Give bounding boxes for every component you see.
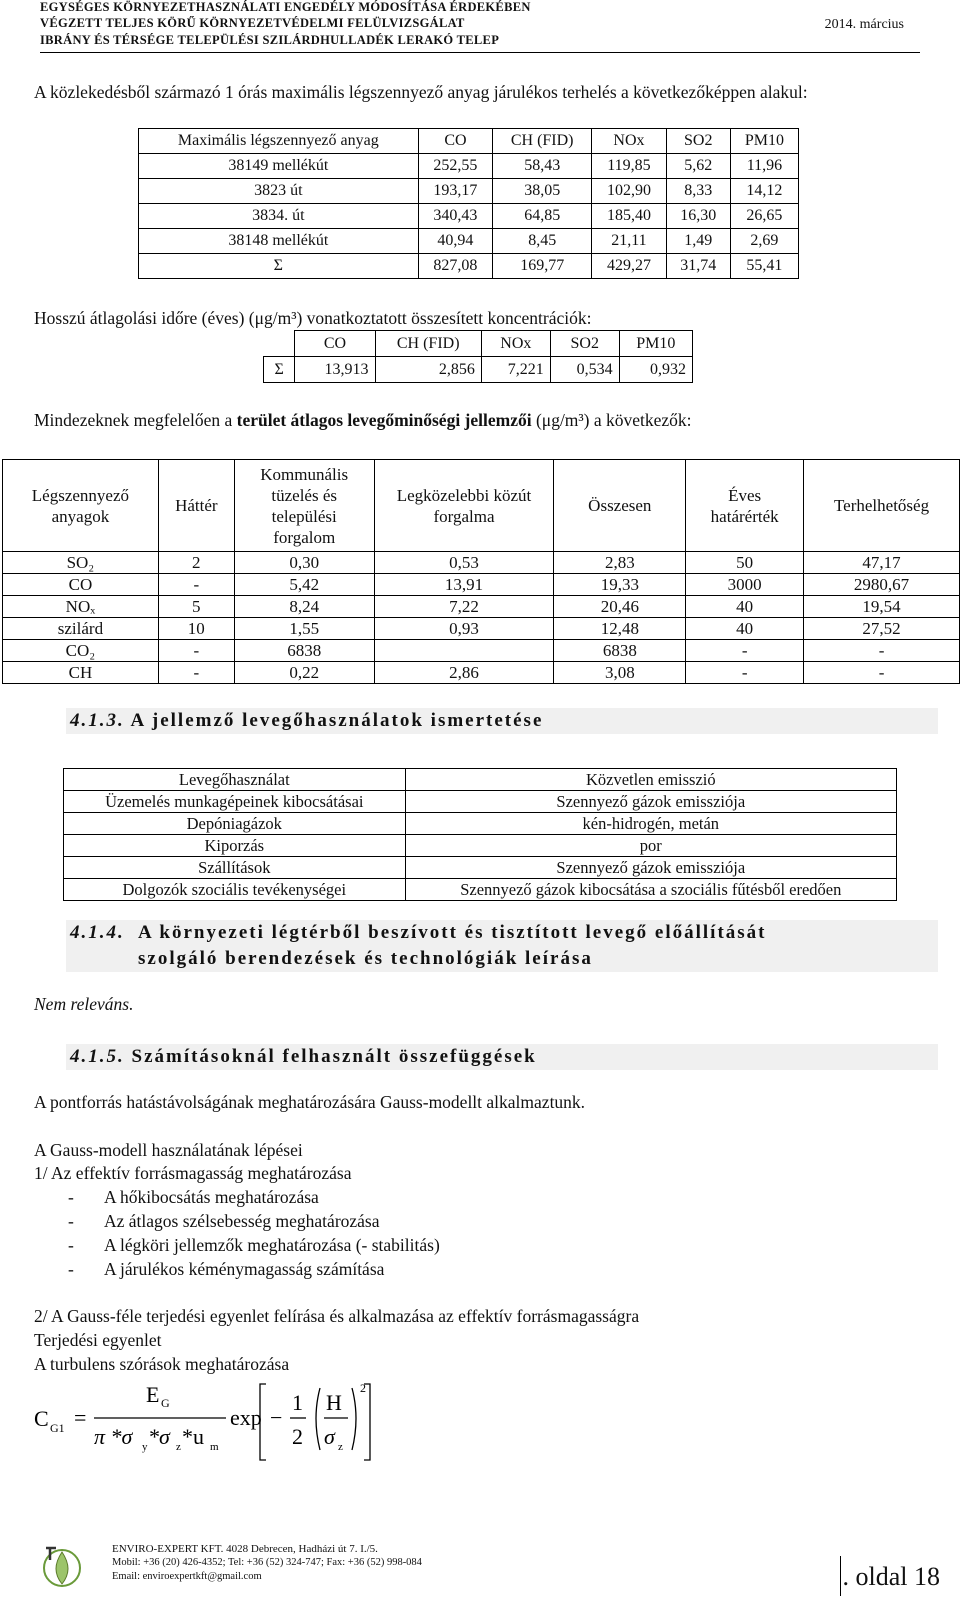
table-header-cell: NOx	[481, 331, 550, 357]
table-cell: CH	[3, 662, 159, 684]
section-4-1-3-heading	[66, 708, 938, 734]
formula-den-mid: *σ	[148, 1424, 170, 1449]
table-header-cell: CO	[418, 129, 493, 154]
table-cell: 252,55	[418, 154, 493, 179]
table-cell: 340,43	[418, 204, 493, 229]
not-relevant-note: Nem releváns.	[34, 994, 134, 1014]
table-cell: CO	[3, 574, 159, 596]
table-cell: 0,53	[374, 552, 554, 574]
table-cell: 12,48	[554, 618, 686, 640]
section-number: 4.1.3.	[70, 710, 125, 731]
table-header-row	[264, 331, 693, 357]
table-cell: 38148 mellékút	[139, 229, 419, 254]
table-cell: 13,91	[374, 574, 554, 596]
table-cell: -	[158, 640, 234, 662]
list-item: - Az átlagos szélsebesség meghatározása	[68, 1211, 380, 1231]
table-row	[64, 835, 897, 857]
table-cell: Szennyező gázok emissziója	[405, 857, 896, 879]
table-cell: 40	[686, 618, 804, 640]
table-row	[3, 662, 960, 684]
section-title: A jellemző levegőhasználatok ismertetése	[130, 710, 544, 731]
table-cell: 1,49	[666, 229, 730, 254]
table-header-cell: SO2	[666, 129, 730, 154]
table-cell: 40	[686, 596, 804, 618]
formula-sub-m: m	[210, 1441, 219, 1453]
section-title-line-2: szolgáló berendezések és technológiák leírása	[138, 948, 593, 969]
table-header-cell: CH (FID)	[493, 129, 592, 154]
table-row	[139, 154, 799, 179]
table-header-cell: CH (FID)	[375, 331, 481, 357]
table-cell: 20,46	[554, 596, 686, 618]
table-cell: 7,22	[374, 596, 554, 618]
table-cell: 185,40	[592, 204, 667, 229]
footer-email: Email: enviroexpertkft@gmail.com	[112, 1571, 262, 1582]
formula-power: 2	[360, 1381, 366, 1395]
footer-contact	[112, 1542, 422, 1584]
table-cell: 2,83	[554, 552, 686, 574]
table-header-cell: Kommunális tüzelés és települési forgalom	[234, 460, 374, 552]
footer-company: ENVIRO-EXPERT KFT. 4028 Debrecen, Hadházi út 7. I./5.	[112, 1543, 378, 1555]
header-rule	[40, 52, 920, 53]
table-cell: Dolgozók szociális tevékenységei	[64, 879, 406, 901]
table-row	[3, 618, 960, 640]
table-row	[64, 857, 897, 879]
header-line-3: IBRÁNY ÉS TÉRSÉGE TELEPÜLÉSI SZILÁRDHULLADÉK LERAKÓ TELEP	[40, 33, 500, 47]
step-1-list	[68, 1185, 440, 1281]
table-header-cell: NOx	[592, 129, 667, 154]
table-header-cell: Légszennyező anyagok	[3, 460, 159, 552]
table-cell: 5,62	[666, 154, 730, 179]
table-cell: 3834. út	[139, 204, 419, 229]
table-row	[3, 574, 960, 596]
table-cell: 193,17	[418, 179, 493, 204]
table-cell: 3823 út	[139, 179, 419, 204]
formula-sub-y: y	[142, 1441, 148, 1453]
table-header-cell: Maximális légszennyező anyag	[139, 129, 419, 154]
formula-lhs: C	[34, 1406, 49, 1431]
table-cell: 16,30	[666, 204, 730, 229]
table-row	[264, 357, 693, 383]
table-cell: 2	[158, 552, 234, 574]
header-line-2: VÉGZETT TELJES KÖRŰ KÖRNYEZETVÉDELMI FELÜLVIZSGÁLAT	[40, 16, 465, 30]
section-title: Számításoknál felhasznált összefüggések	[131, 1046, 537, 1067]
steps-title: A Gauss-modell használatának lépései	[34, 1140, 303, 1160]
table-header-row	[139, 129, 799, 154]
formula-one: 1	[292, 1390, 303, 1415]
table-cell: 6838	[234, 640, 374, 662]
intro-3-pre: Mindezeknek megfelelően a	[34, 410, 237, 430]
table-cell	[374, 640, 554, 662]
list-item: - A légköri jellemzők meghatározása (- stabilitás)	[68, 1235, 440, 1255]
right-paren	[352, 1388, 356, 1450]
header-line-1: EGYSÉGES KÖRNYEZETHASZNÁLATI ENGEDÉLY MÓDOSÍTÁSA ÉRDEKÉBEN	[40, 0, 531, 14]
table-header-row	[3, 460, 960, 552]
table-cell: CO₂	[3, 640, 159, 662]
table-cell: Szennyező gázok emissziója	[405, 791, 896, 813]
intro-3-bold: terület átlagos levegőminőségi jellemzői	[236, 410, 532, 430]
table-cell: 27,52	[804, 618, 960, 640]
table-header-cell: Legközelebbi közút forgalma	[374, 460, 554, 552]
table-cell: 827,08	[418, 254, 493, 279]
formula-den: π *σ	[94, 1424, 133, 1449]
table-cell: -	[804, 640, 960, 662]
intro-paragraph-2: Hosszú átlagolási időre (éves) (μg/m³) vonatkoztatott összesített koncentrációk:	[34, 308, 592, 328]
table-header-cell: Háttér	[158, 460, 234, 552]
formula-sigma-sub: z	[338, 1441, 343, 1453]
table-cell: -	[158, 662, 234, 684]
formula-exp: exp	[230, 1405, 262, 1430]
table-header-cell: Közvetlen emisszió	[405, 769, 896, 791]
header-date: 2014. március	[824, 17, 904, 32]
table-cell: 0,22	[234, 662, 374, 684]
table-cell: 10	[158, 618, 234, 640]
table-header-cell: Éves határérték	[686, 460, 804, 552]
table-header-cell: PM10	[619, 331, 692, 357]
table-cell: 169,77	[493, 254, 592, 279]
table-cell: 55,41	[730, 254, 798, 279]
intro-3-post: (μg/m³) a következők:	[531, 410, 692, 430]
table-row	[3, 640, 960, 662]
table-header-cell	[264, 331, 295, 357]
table-cell: 2,86	[374, 662, 554, 684]
formula-num-sub: G	[161, 1396, 170, 1410]
table-cell: 26,65	[730, 204, 798, 229]
intro-paragraph-1: A közlekedésből származó 1 órás maximális légszennyező anyag járulékos terhelés a következőképpen alakul:	[34, 82, 808, 102]
table-cell: NOₓ	[3, 596, 159, 618]
air-quality-table	[2, 459, 960, 684]
section-number: 4.1.5.	[70, 1046, 125, 1067]
table-cell: 8,33	[666, 179, 730, 204]
table-cell: 38149 mellékút	[139, 154, 419, 179]
table-cell: 40,94	[418, 229, 493, 254]
gauss-formula	[30, 1376, 390, 1472]
formula-sigma: σ	[324, 1424, 335, 1449]
table-cell: 64,85	[493, 204, 592, 229]
table-header-cell: PM10	[730, 129, 798, 154]
page-number: . oldal 18	[842, 1562, 940, 1591]
intro-paragraph-3	[34, 408, 692, 432]
step-2-line-2: Terjedési egyenlet	[34, 1330, 162, 1350]
table-header-cell: Összesen	[554, 460, 686, 552]
table-cell: 119,85	[592, 154, 667, 179]
table-cell: por	[405, 835, 896, 857]
table-cell: SO₂	[3, 552, 159, 574]
formula-sub-z: z	[176, 1441, 181, 1453]
table-cell: 50	[686, 552, 804, 574]
table-cell: 3,08	[554, 662, 686, 684]
table-cell: kén-hidrogén, metán	[405, 813, 896, 835]
section-4-1-4-heading	[66, 920, 938, 972]
table-cell: Kiporzás	[64, 835, 406, 857]
table-cell: szilárd	[3, 618, 159, 640]
table-cell: -	[686, 640, 804, 662]
formula-two: 2	[292, 1424, 303, 1449]
list-item: - A járulékos kéménymagasság számítása	[68, 1259, 385, 1279]
table-row	[3, 552, 960, 574]
table-header-row	[64, 769, 897, 791]
table-row	[139, 179, 799, 204]
annual-concentration-table	[263, 330, 693, 383]
formula-h: H	[326, 1390, 342, 1415]
table-row	[139, 229, 799, 254]
table-header-cell: SO2	[550, 331, 619, 357]
table-cell: 0,534	[550, 357, 619, 383]
table-row	[3, 596, 960, 618]
step-2-line-3: A turbulens szórások meghatározása	[34, 1354, 290, 1374]
table-cell: -	[686, 662, 804, 684]
footer-divider	[840, 1556, 841, 1596]
table-cell: 58,43	[493, 154, 592, 179]
table-cell: Σ	[139, 254, 419, 279]
table-cell: Σ	[264, 357, 295, 383]
table-cell: 8,45	[493, 229, 592, 254]
table-header-cell: Terhelhetőség	[804, 460, 960, 552]
table-row	[64, 879, 897, 901]
table-cell: Szállítások	[64, 857, 406, 879]
table-cell: 21,11	[592, 229, 667, 254]
formula-num: E	[146, 1382, 160, 1407]
section-4-1-5-heading	[66, 1044, 938, 1070]
table-header-cell: CO	[295, 331, 375, 357]
table-cell: 8,24	[234, 596, 374, 618]
table-cell: 102,90	[592, 179, 667, 204]
table-cell: 38,05	[493, 179, 592, 204]
table-cell: 2,856	[375, 357, 481, 383]
table-cell: 19,33	[554, 574, 686, 596]
table-cell: 2980,67	[804, 574, 960, 596]
table-cell: 5	[158, 596, 234, 618]
table-row	[64, 813, 897, 835]
table-cell: 11,96	[730, 154, 798, 179]
air-usage-table	[63, 768, 897, 901]
formula-den-u: *u	[182, 1424, 204, 1449]
table-cell: Depóniagázok	[64, 813, 406, 835]
list-item: - A hőkibocsátás meghatározása	[68, 1187, 319, 1207]
table-cell: -	[158, 574, 234, 596]
formula-minus: −	[270, 1405, 283, 1430]
table-cell: 7,221	[481, 357, 550, 383]
table-cell: 1,55	[234, 618, 374, 640]
table-cell: 2,69	[730, 229, 798, 254]
table-row	[139, 254, 799, 279]
table-cell: 14,12	[730, 179, 798, 204]
formula-equals: =	[74, 1405, 87, 1430]
table-cell: Szennyező gázok kibocsátása a szociális fűtésből eredően	[405, 879, 896, 901]
formula-lhs-sub: G1	[50, 1421, 65, 1435]
footer-phone: Mobil: +36 (20) 426-4352; Tel: +36 (52) 324-747; Fax: +36 (52) 998-084	[112, 1557, 422, 1568]
table-cell: 13,913	[295, 357, 375, 383]
section-number: 4.1.4.	[70, 922, 125, 943]
company-logo	[40, 1540, 92, 1592]
table-cell: 31,74	[666, 254, 730, 279]
table-cell: Üzemelés munkagépeinek kibocsátásai	[64, 791, 406, 813]
table-cell: 19,54	[804, 596, 960, 618]
step-1: 1/ Az effektív forrásmagasság meghatározása	[34, 1163, 352, 1183]
table-cell: -	[804, 662, 960, 684]
table-cell: 6838	[554, 640, 686, 662]
step-2: 2/ A Gauss-féle terjedési egyenlet felírása és alkalmazása az effektív forrásmagasságra	[34, 1306, 640, 1326]
section-title: A környezeti légtérből beszívott és tisztított levegő előállítását	[138, 922, 767, 943]
table-row	[64, 791, 897, 813]
table-cell: 3000	[686, 574, 804, 596]
left-paren	[316, 1388, 320, 1450]
right-bracket	[364, 1384, 370, 1460]
table-cell: 0,93	[374, 618, 554, 640]
table-cell: 47,17	[804, 552, 960, 574]
table-header-cell: Levegőhasználat	[64, 769, 406, 791]
table-cell: 5,42	[234, 574, 374, 596]
traffic-emission-table	[138, 128, 799, 279]
gauss-intro: A pontforrás hatástávolságának meghatározására Gauss-modellt alkalmaztunk.	[34, 1092, 586, 1112]
table-cell: 0,932	[619, 357, 692, 383]
table-row	[139, 204, 799, 229]
table-cell: 429,27	[592, 254, 667, 279]
section-title-line-1	[70, 920, 938, 946]
table-cell: 0,30	[234, 552, 374, 574]
